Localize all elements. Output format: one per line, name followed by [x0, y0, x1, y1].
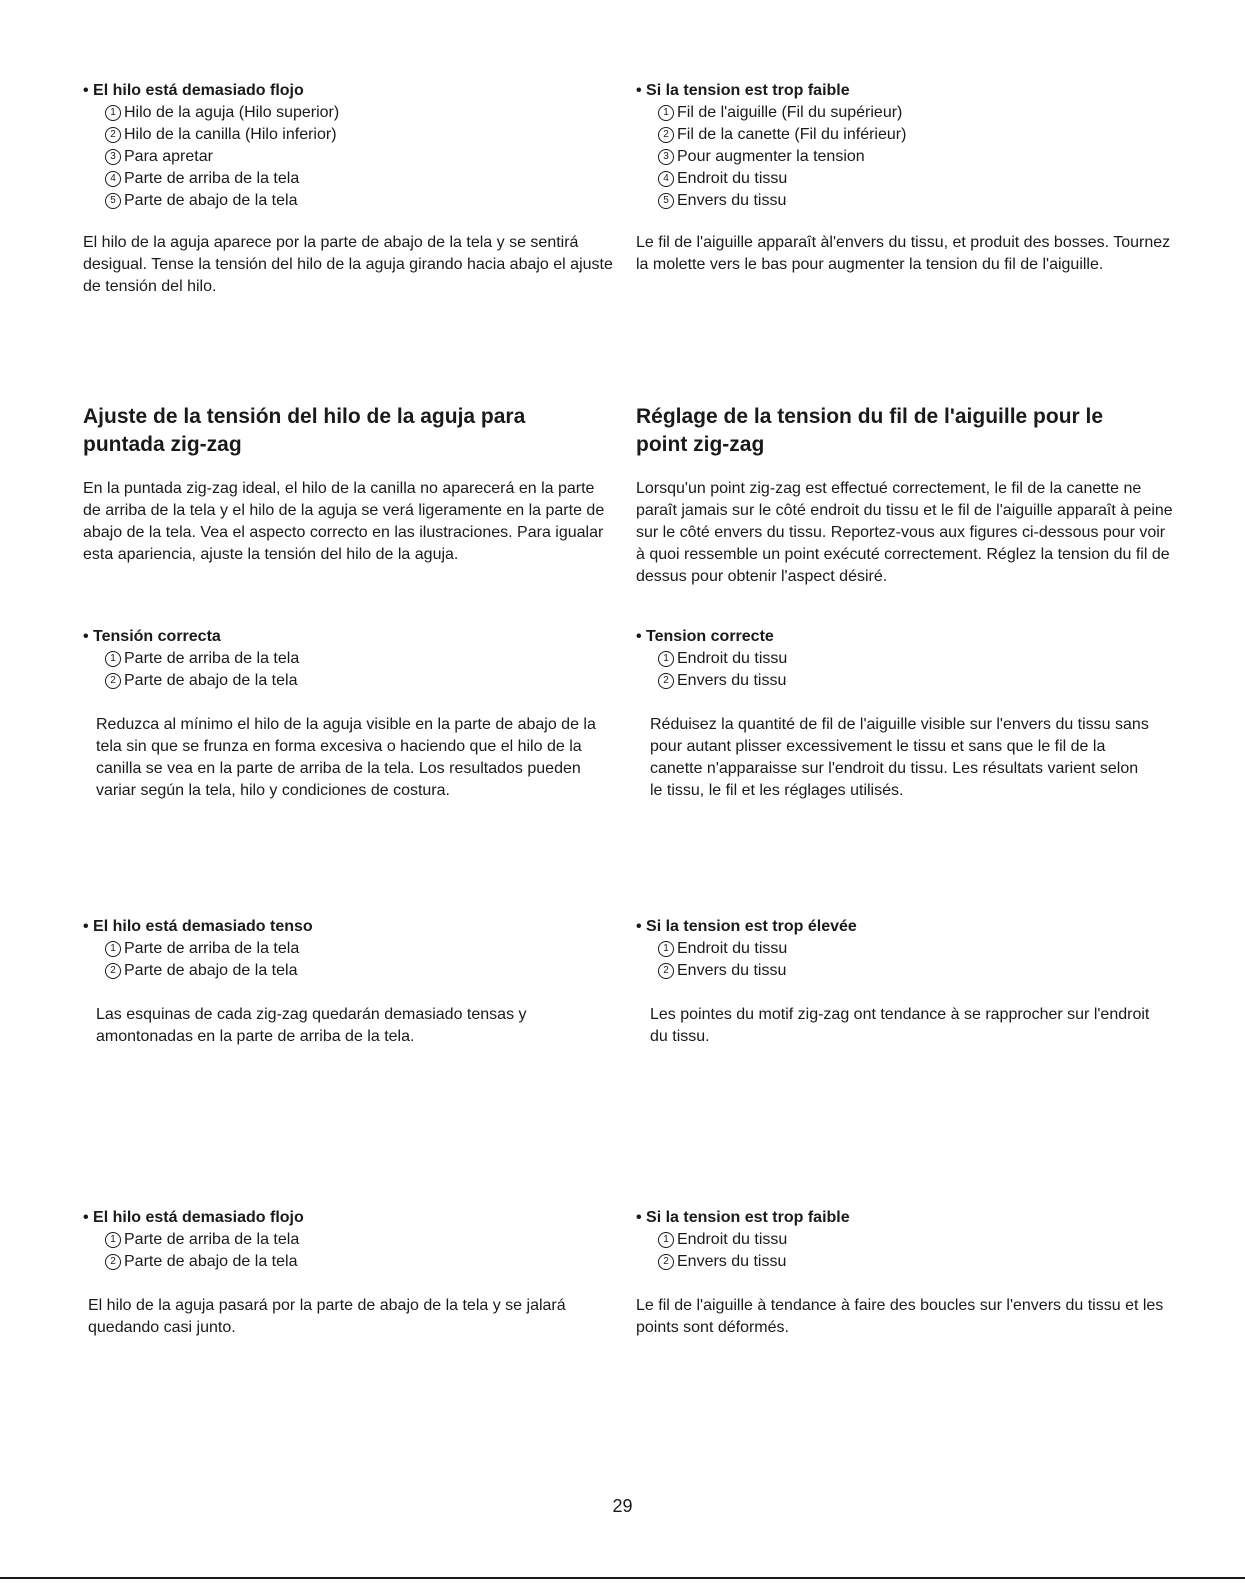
number-circle-icon: 1 [658, 1232, 674, 1248]
page-number: 29 [612, 1496, 633, 1516]
bullet-title: • El hilo está demasiado tenso [83, 916, 613, 938]
number-circle-icon: 1 [105, 1232, 121, 1248]
paragraph: El hilo de la aguja aparece por la parte de abajo de la tela y se sentirá desigual. Tense la tensión del hilo de la aguja girando hacia abajo el ajuste de tensión del hilo. [83, 234, 613, 295]
list-item: 1 Hilo de la aguja (Hilo superior) [105, 102, 613, 124]
correct-es [83, 626, 613, 692]
top-loose-fr [636, 80, 1176, 212]
number-circle-icon: 2 [105, 127, 121, 143]
list-item: 2 Parte de abajo de la tela [105, 670, 613, 692]
section-heading: Ajuste de la tensión del hilo de la aguja para puntada zig-zag [83, 405, 526, 456]
list-item: 1 Parte de arriba de la tela [105, 1229, 613, 1251]
loose-es [83, 1207, 613, 1273]
tight-fr [636, 916, 1176, 982]
list-item: 1 Parte de arriba de la tela [105, 938, 613, 960]
numbered-list [658, 102, 1176, 212]
bottom-rule [0, 1577, 1245, 1579]
number-circle-icon: 4 [658, 171, 674, 187]
correct-fr [636, 626, 1176, 692]
paragraph: Réduisez la quantité de fil de l'aiguille visible sur l'envers du tissu sans pour autant plisser excessivement le tissu et sans que le fil de la canette n'apparaisse sur l'endroit du tissu. Les résultats varient selon le tissu, le fil et les réglages utilisés. [650, 716, 1149, 799]
list-item: 1 Endroit du tissu [658, 938, 1176, 960]
number-circle-icon: 2 [658, 673, 674, 689]
numbered-list [658, 1229, 1176, 1273]
bullet-title: • El hilo está demasiado flojo [83, 80, 613, 102]
numbered-list [658, 938, 1176, 982]
number-circle-icon: 1 [658, 651, 674, 667]
list-item: 3 Pour augmenter la tension [658, 146, 1176, 168]
number-circle-icon: 3 [105, 149, 121, 165]
numbered-list [105, 938, 613, 982]
tight-es [83, 916, 613, 982]
numbered-list [658, 648, 1176, 692]
number-circle-icon: 2 [105, 673, 121, 689]
paragraph: Lorsqu'un point zig-zag est effectué correctement, le fil de la canette ne paraît jamais sur le côté endroit du tissu et le fil de l'aiguille apparaît à peine sur le côté envers du tissu. Reportez-vous aux figures ci-dessous pour voir à quoi ressemble un point exécuté correctement. Réglez la tension du fil de dessus pour obtenir l'aspect désiré. [636, 480, 1173, 585]
numbered-list [105, 648, 613, 692]
number-circle-icon: 2 [105, 963, 121, 979]
number-circle-icon: 2 [658, 127, 674, 143]
paragraph: Les pointes du motif zig-zag ont tendance à se rapprocher sur l'endroit du tissu. [650, 1006, 1150, 1045]
number-circle-icon: 5 [658, 193, 674, 209]
number-circle-icon: 1 [105, 941, 121, 957]
numbered-list [105, 1229, 613, 1273]
list-item: 5 Envers du tissu [658, 190, 1176, 212]
list-item: 2 Fil de la canette (Fil du inférieur) [658, 124, 1176, 146]
list-item: 2 Hilo de la canilla (Hilo inferior) [105, 124, 613, 146]
list-item: 2 Parte de abajo de la tela [105, 960, 613, 982]
number-circle-icon: 5 [105, 193, 121, 209]
list-item: 1 Endroit du tissu [658, 1229, 1176, 1251]
list-item: 1 Endroit du tissu [658, 648, 1176, 670]
number-circle-icon: 1 [105, 651, 121, 667]
numbered-list [105, 102, 613, 212]
list-item: 4 Parte de arriba de la tela [105, 168, 613, 190]
bullet-title: • Si la tension est trop élevée [636, 916, 1176, 938]
section-heading: Réglage de la tension du fil de l'aiguille pour le point zig-zag [636, 405, 1104, 456]
list-item: 4 Endroit du tissu [658, 168, 1176, 190]
number-circle-icon: 1 [658, 105, 674, 121]
bullet-title: • El hilo está demasiado flojo [83, 1207, 613, 1229]
list-item: 2 Envers du tissu [658, 960, 1176, 982]
number-circle-icon: 1 [105, 105, 121, 121]
list-item: 5 Parte de abajo de la tela [105, 190, 613, 212]
bullet-title: • Si la tension est trop faible [636, 1207, 1176, 1229]
paragraph: El hilo de la aguja pasará por la parte de abajo de la tela y se jalará quedando casi junto. [88, 1297, 566, 1336]
paragraph: Le fil de l'aiguille à tendance à faire des boucles sur l'envers du tissu et les points sont déformés. [636, 1297, 1164, 1336]
list-item: 2 Parte de abajo de la tela [105, 1251, 613, 1273]
number-circle-icon: 2 [105, 1254, 121, 1270]
number-circle-icon: 1 [658, 941, 674, 957]
list-item: 2 Envers du tissu [658, 670, 1176, 692]
list-item: 2 Envers du tissu [658, 1251, 1176, 1273]
list-item: 1 Fil de l'aiguille (Fil du supérieur) [658, 102, 1176, 124]
paragraph: En la puntada zig-zag ideal, el hilo de la canilla no aparecerá en la parte de arriba de la tela y el hilo de la aguja se verá ligeramente en la parte de abajo de la tela. Vea el aspecto correcto en las ilustraciones. Para igualar esta apariencia, ajuste la tensión del hilo de la aguja. [83, 480, 605, 563]
paragraph: Las esquinas de cada zig-zag quedarán demasiado tensas y amontonadas en la parte de arriba de la tela. [96, 1006, 527, 1045]
number-circle-icon: 3 [658, 149, 674, 165]
number-circle-icon: 2 [658, 963, 674, 979]
list-item: 1 Parte de arriba de la tela [105, 648, 613, 670]
bullet-title: • Tensión correcta [83, 626, 613, 648]
number-circle-icon: 2 [658, 1254, 674, 1270]
loose-fr [636, 1207, 1176, 1273]
bullet-title: • Si la tension est trop faible [636, 80, 1176, 102]
paragraph: Le fil de l'aiguille apparaît àl'envers du tissu, et produit des bosses. Tournez la molette vers le bas pour augmenter la tension du fil de l'aiguille. [636, 234, 1171, 273]
bullet-title: • Tension correcte [636, 626, 1176, 648]
top-loose-es [83, 80, 613, 212]
list-item: 3 Para apretar [105, 146, 613, 168]
paragraph: Reduzca al mínimo el hilo de la aguja visible en la parte de abajo de la tela sin que se frunza en forma excesiva o haciendo que el hilo de la canilla se vea en la parte de arriba de la tela. Los resultados pueden variar según la tela, hilo y condiciones de costura. [96, 716, 596, 799]
number-circle-icon: 4 [105, 171, 121, 187]
